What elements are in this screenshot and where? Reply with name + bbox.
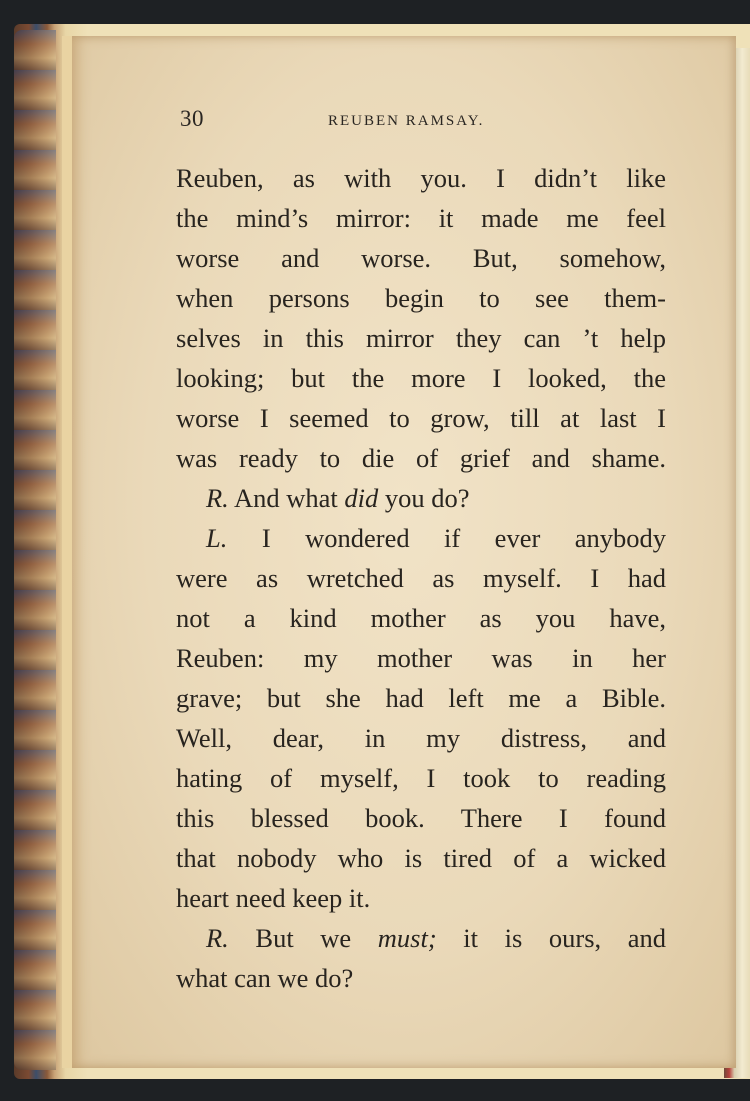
emphasis-text: must; (377, 923, 437, 953)
text-line: hating of myself, I took to reading (176, 763, 666, 793)
emphasis-text: did (344, 483, 379, 513)
text-line: the mind’s mirror: it made me feel (176, 203, 666, 233)
text-line: Reuben: my mother was in her (176, 643, 666, 673)
text-line: selves in this mirror they can ’t help (176, 323, 666, 353)
speaker-label: R. (206, 923, 229, 953)
text-line: looking; but the more I looked, the (176, 363, 666, 393)
running-head: REUBEN RAMSAY. (328, 113, 485, 129)
dialogue-text: I wondered if ever anybody (227, 523, 666, 553)
text-line: Reuben, as with you. I didn’t like (176, 163, 666, 193)
dialogue-line-l1 (176, 518, 666, 558)
dialogue-text: But we (228, 923, 378, 953)
text-line: worse and worse. But, somehow, (176, 243, 666, 273)
dialogue-text: it is ours, and (436, 923, 666, 953)
text-line: were as wretched as myself. I had (176, 563, 666, 593)
text-line: when persons begin to see them- (176, 283, 666, 313)
text-line: was ready to die of grief and shame. (176, 443, 666, 473)
text-line: worse I seemed to grow, till at last I (176, 403, 666, 433)
text-line: that nobody who is tired of a wicked (176, 843, 666, 873)
text-line: Well, dear, in my distress, and (176, 723, 666, 753)
text-line: what can we do? (176, 963, 354, 993)
page-text (176, 158, 666, 998)
page-header (180, 106, 660, 136)
text-line: grave; but she had left me a Bible. (176, 683, 666, 713)
text-line: this blessed book. There I found (176, 803, 666, 833)
text-line: not a kind mother as you have, (176, 603, 666, 633)
dialogue-line-r2 (176, 918, 666, 958)
speaker-label: L. (206, 523, 228, 553)
dialogue-line-r1 (176, 478, 666, 518)
book-spine (14, 30, 56, 1070)
dialogue-text: you do? (378, 483, 470, 513)
speaker-label: R. (206, 483, 229, 513)
dialogue-text: And what (228, 483, 345, 513)
page-number: 30 (180, 106, 204, 131)
text-line: heart need keep it. (176, 883, 371, 913)
